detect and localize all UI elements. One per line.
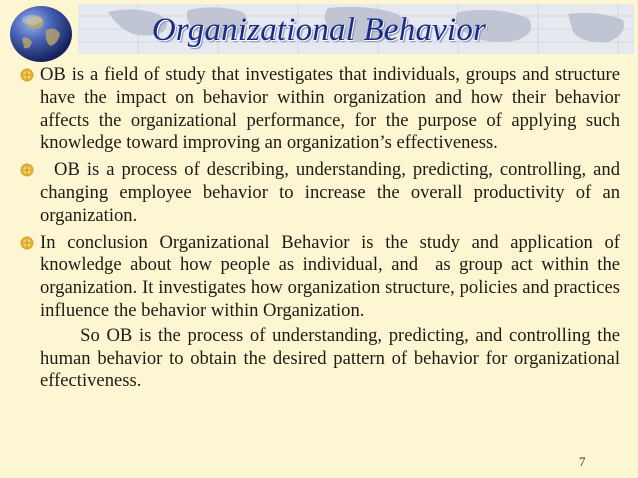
bullet-text: In conclusion Organizational Behavior is the study and application of knowledge about how people as individual, and as group act within the organization. It investigates how organization structure, policies and practices influence the behavior within Organization. [40,231,625,321]
bullet-text: OB is a field of study that investigates that individuals, groups and structure have the impact on behavior within organization and how their behavior affects the organizational performance, for the purpose of applying such knowledge toward improving an organization’s effectiveness. [40,64,620,154]
slide-body [20,64,625,393]
bullet-item [20,159,625,227]
slide-title: Organizational Behavior [151,12,487,48]
closing-paragraph: So OB is the process of understanding, predicting, and controlling the human behavior to obtain the desired pattern of behavior for organizational effectiveness. [40,324,625,392]
diamond-bullet-icon [20,236,34,250]
diamond-bullet-icon [20,68,34,82]
bullet-text: OB is a process of describing, understanding, predicting, controlling, and changing employee behavior to increase the overall productivity of an organization. [40,159,625,226]
page-number: 7 [579,454,586,469]
bullet-item [20,231,625,323]
diamond-bullet-icon [20,163,34,177]
bullet-item [20,64,620,155]
